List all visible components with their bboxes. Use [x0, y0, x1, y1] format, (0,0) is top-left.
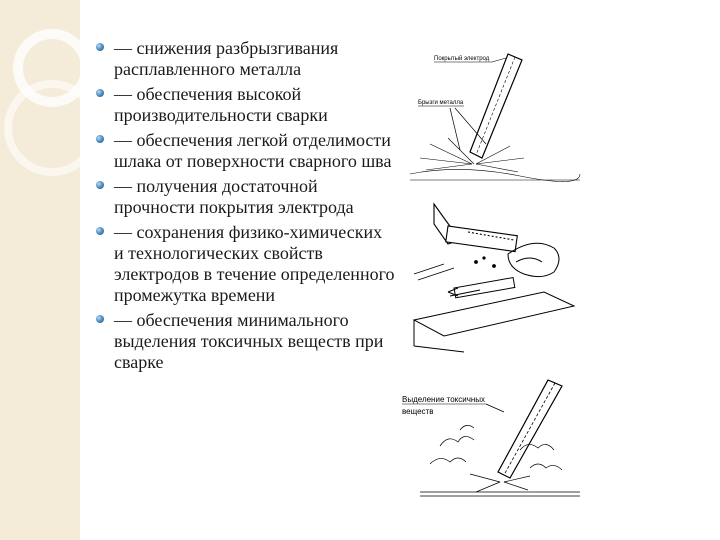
bullet-icon — [96, 43, 104, 51]
bullet-icon — [96, 135, 104, 143]
list-item-text: — получения достаточной прочности покрытия электрода — [114, 176, 354, 217]
list-item — [96, 176, 396, 218]
coating-label: Покрытый электрод — [434, 56, 490, 62]
electrode-shape — [498, 380, 562, 478]
slag-removal-illustration — [404, 196, 584, 356]
list-item-text: — обеспечения легкой отделимости шлака от поверхности сварного шва — [114, 130, 392, 171]
wire-brush-shape — [448, 278, 515, 298]
spatter-illustration — [400, 46, 600, 196]
electrode-shape — [470, 54, 522, 158]
list-item — [96, 130, 396, 172]
decorative-circles — [0, 0, 80, 540]
decorative-side-band — [0, 0, 80, 540]
list-item-text: — снижения разбрызгивания расплавленного металла — [114, 38, 339, 79]
bullet-icon — [96, 315, 104, 323]
toxic-label-line2: веществ — [402, 407, 434, 416]
spatter-marks — [410, 138, 580, 182]
list-item — [96, 38, 396, 80]
bullet-icon — [96, 181, 104, 189]
list-item-text: — обеспечения минимального выделения токсичных веществ при сварке — [114, 310, 384, 372]
list-item — [96, 84, 396, 126]
list-item — [96, 222, 396, 306]
chipping-hammer-shape — [434, 204, 517, 252]
list-item — [96, 310, 396, 373]
toxic-label-line1: Выделение токсичных — [402, 395, 486, 404]
fume-clouds — [420, 425, 580, 496]
spatter-label: Брызги металла — [418, 100, 464, 106]
slag-chips — [414, 257, 496, 280]
requirements-list — [96, 38, 396, 377]
bullet-icon — [96, 227, 104, 235]
weld-plate — [414, 292, 574, 352]
toxic-fumes-illustration — [400, 376, 600, 506]
bullet-icon — [96, 89, 104, 97]
list-item-text: — обеспечения высокой производительности сварки — [114, 84, 328, 125]
list-item-text: — сохранения физико-химических и технологических свойств электродов в течение определенного промежутка времени — [114, 222, 395, 305]
